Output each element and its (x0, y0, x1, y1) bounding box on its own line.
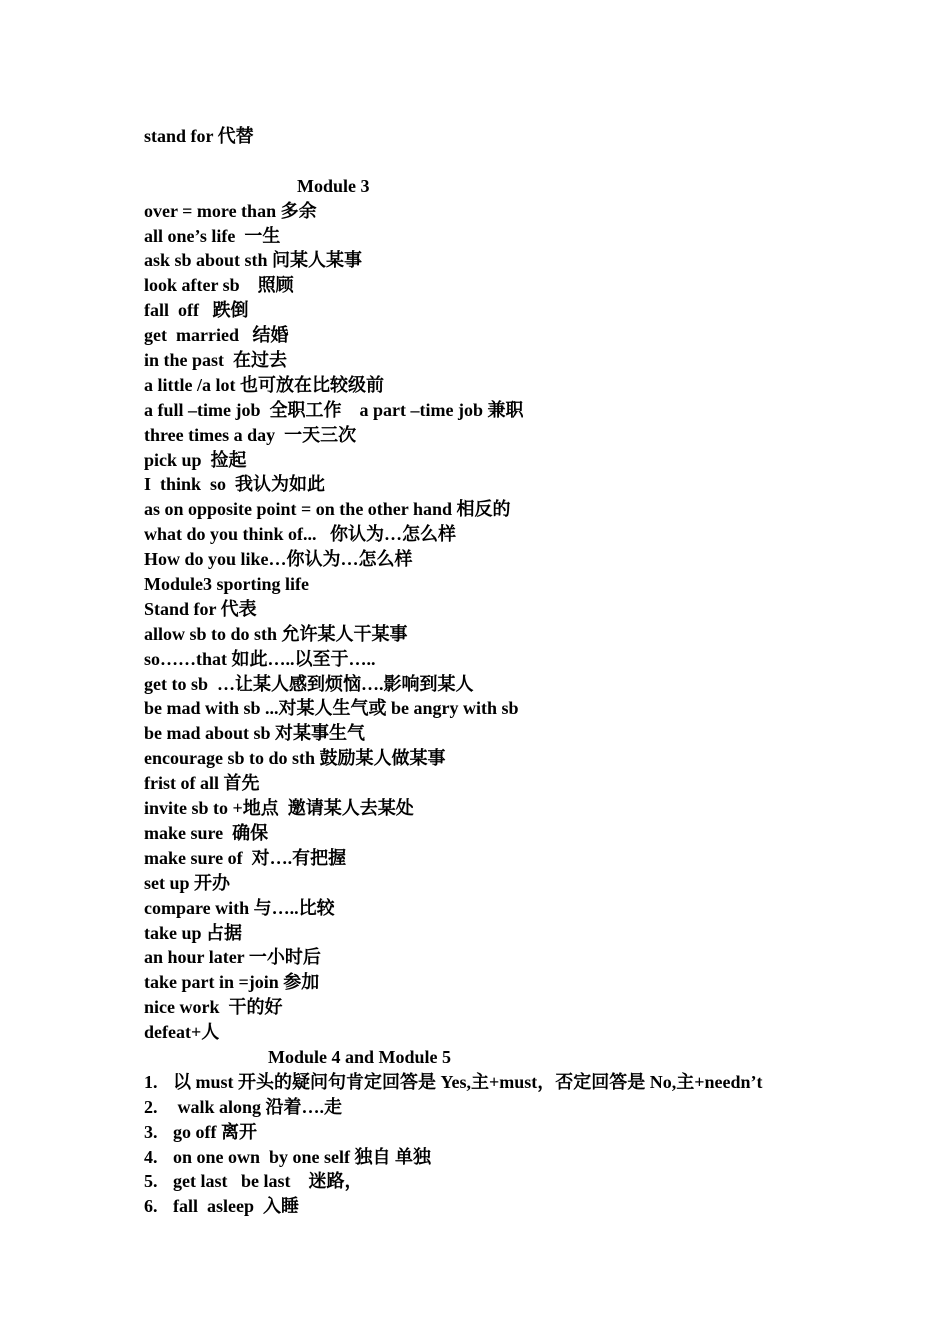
list-item: a little /a lot 也可放在比较级前 (144, 374, 384, 395)
list-item: in the past 在过去 (144, 350, 288, 371)
list-item: make sure 确保 (144, 822, 269, 843)
list-item: be mad with sb ...对某人生气或 be angry with sb (144, 698, 519, 719)
blank-line (144, 149, 844, 174)
list-item: so……that 如此…..以至于….. (144, 648, 376, 669)
list-item: pick up 捡起 (144, 449, 247, 470)
list-item: fall off 跌倒 (144, 300, 249, 321)
list-item: make sure of 对….有把握 (144, 847, 347, 868)
item-number: 6. (144, 1196, 158, 1217)
document-page (144, 124, 844, 1219)
item-number: 3. (144, 1121, 158, 1142)
list-item: nice work 干的好 (144, 997, 283, 1018)
item-text: get last be last 迷路， (173, 1171, 363, 1192)
list-item: three times a day 一天三次 (144, 424, 357, 445)
list-item: compare with 与…..比较 (144, 897, 335, 918)
numbered-item (144, 1070, 844, 1095)
list-item: encourage sb to do sth 鼓励某人做某事 (144, 748, 446, 769)
list-item: a full –time job 全职工作 a part –time job 兼职 (144, 399, 524, 420)
intro-line: stand for 代替 (144, 126, 254, 146)
list-item: Module3 sporting life (144, 574, 309, 595)
list-item: invite sb to +地点 邀请某人去某处 (144, 798, 414, 819)
item-text: 以 must 开头的疑问句肯定回答是 Yes,主+must，否定回答是 No,主+needn’t (173, 1071, 763, 1092)
numbered-item (144, 1120, 844, 1145)
module3-heading: Module 3 (297, 175, 370, 196)
list-item: How do you like…你认为…怎么样 (144, 549, 413, 570)
list-item: look after sb 照顾 (144, 275, 294, 296)
list-item: be mad about sb 对某事生气 (144, 723, 366, 744)
list-item: defeat+人 (144, 1022, 220, 1043)
item-text: walk along 沿着….走 (173, 1096, 343, 1117)
list-item: get married 结婚 (144, 325, 289, 346)
item-number: 1. (144, 1071, 158, 1092)
item-number: 2. (144, 1096, 158, 1117)
list-item: an hour later 一小时后 (144, 947, 321, 968)
list-item: take up 占据 (144, 922, 243, 943)
item-number: 5. (144, 1171, 158, 1192)
list-item: Stand for 代表 (144, 598, 257, 619)
numbered-item (144, 1194, 844, 1219)
numbered-item (144, 1145, 844, 1170)
numbered-item (144, 1095, 844, 1120)
list-item: as on opposite point = on the other hand 相反的 (144, 499, 511, 520)
module45-numbered-list (144, 1070, 844, 1219)
item-number: 4. (144, 1146, 158, 1167)
list-item: what do you think of... 你认为…怎么样 (144, 524, 457, 545)
numbered-item (144, 1169, 844, 1194)
list-item: ask sb about sth 问某人某事 (144, 250, 363, 271)
list-item: get to sb …让某人感到烦恼….影响到某人 (144, 673, 474, 694)
item-text: fall asleep 入睡 (173, 1196, 299, 1217)
list-item: over = more than 多余 (144, 200, 317, 221)
module3-list (144, 199, 844, 1045)
item-text: go off 离开 (173, 1121, 257, 1142)
list-item: all one’s life 一生 (144, 225, 281, 246)
module45-heading: Module 4 and Module 5 (268, 1046, 452, 1067)
list-item: take part in =join 参加 (144, 972, 320, 993)
item-text: on one own by one self 独自 单独 (173, 1146, 432, 1167)
list-item: frist of all 首先 (144, 773, 260, 794)
list-item: I think so 我认为如此 (144, 474, 326, 495)
list-item: allow sb to do sth 允许某人干某事 (144, 623, 408, 644)
list-item: set up 开办 (144, 872, 231, 893)
